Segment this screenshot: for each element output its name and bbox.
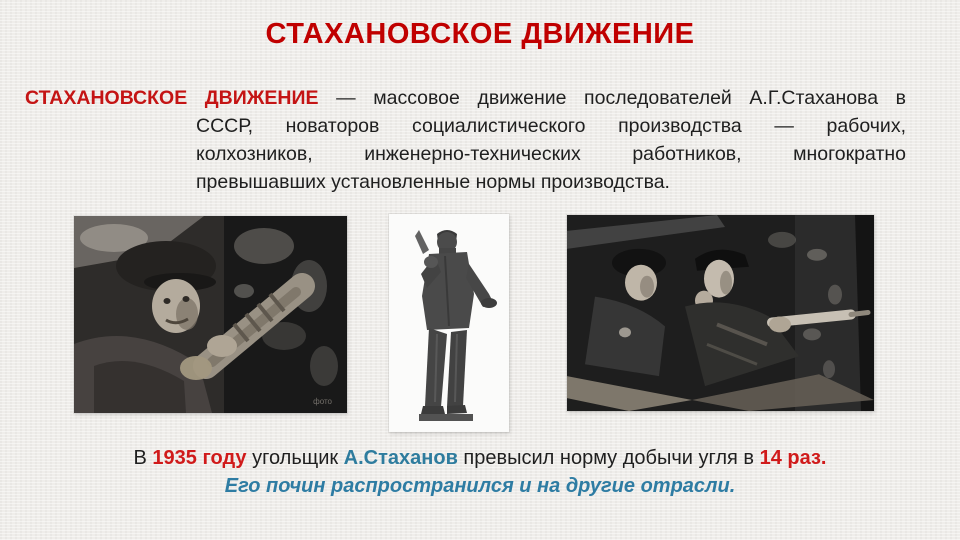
- definition-line-1-text: — массовое движение последователей А.Г.Стаханова в: [336, 87, 906, 109]
- definition-line-3: колхозников, инженерно-технических работников, многократно: [196, 143, 906, 165]
- photo-miner-with-drill: [74, 216, 347, 413]
- footer-text-2: угольщик: [246, 447, 344, 469]
- year-highlight: 1935 году: [152, 447, 247, 469]
- ratio-highlight: 14 раз.: [759, 447, 827, 469]
- definition-line-2: СССР, новаторов социалистического производства — рабочих,: [196, 115, 906, 137]
- footer-text-3: превысил норму добычи угля в: [457, 447, 760, 469]
- miner-with-drill-illustration: [74, 216, 347, 413]
- page-title: СТАХАНОВСКОЕ ДВИЖЕНИЕ: [265, 18, 695, 50]
- stakhanov-name-highlight: А.Стаханов: [343, 447, 458, 469]
- photo-two-miners-at-coal-face: [567, 215, 874, 411]
- footer-line-1: [0, 447, 960, 470]
- svg-text:фото: фото: [313, 397, 332, 406]
- definition-term: СТАХАНОВСКОЕ ДВИЖЕНИЕ: [25, 87, 319, 109]
- footer-slogan: Его почин распространился и на другие отрасли.: [224, 475, 736, 497]
- definition-line-4: превышавших установленные нормы производства.: [196, 171, 670, 193]
- photo-stakhanov-monument: [389, 214, 509, 432]
- footer-text-1: В: [133, 447, 153, 469]
- two-miners-illustration: [567, 215, 874, 411]
- stakhanov-monument-illustration: [389, 214, 509, 432]
